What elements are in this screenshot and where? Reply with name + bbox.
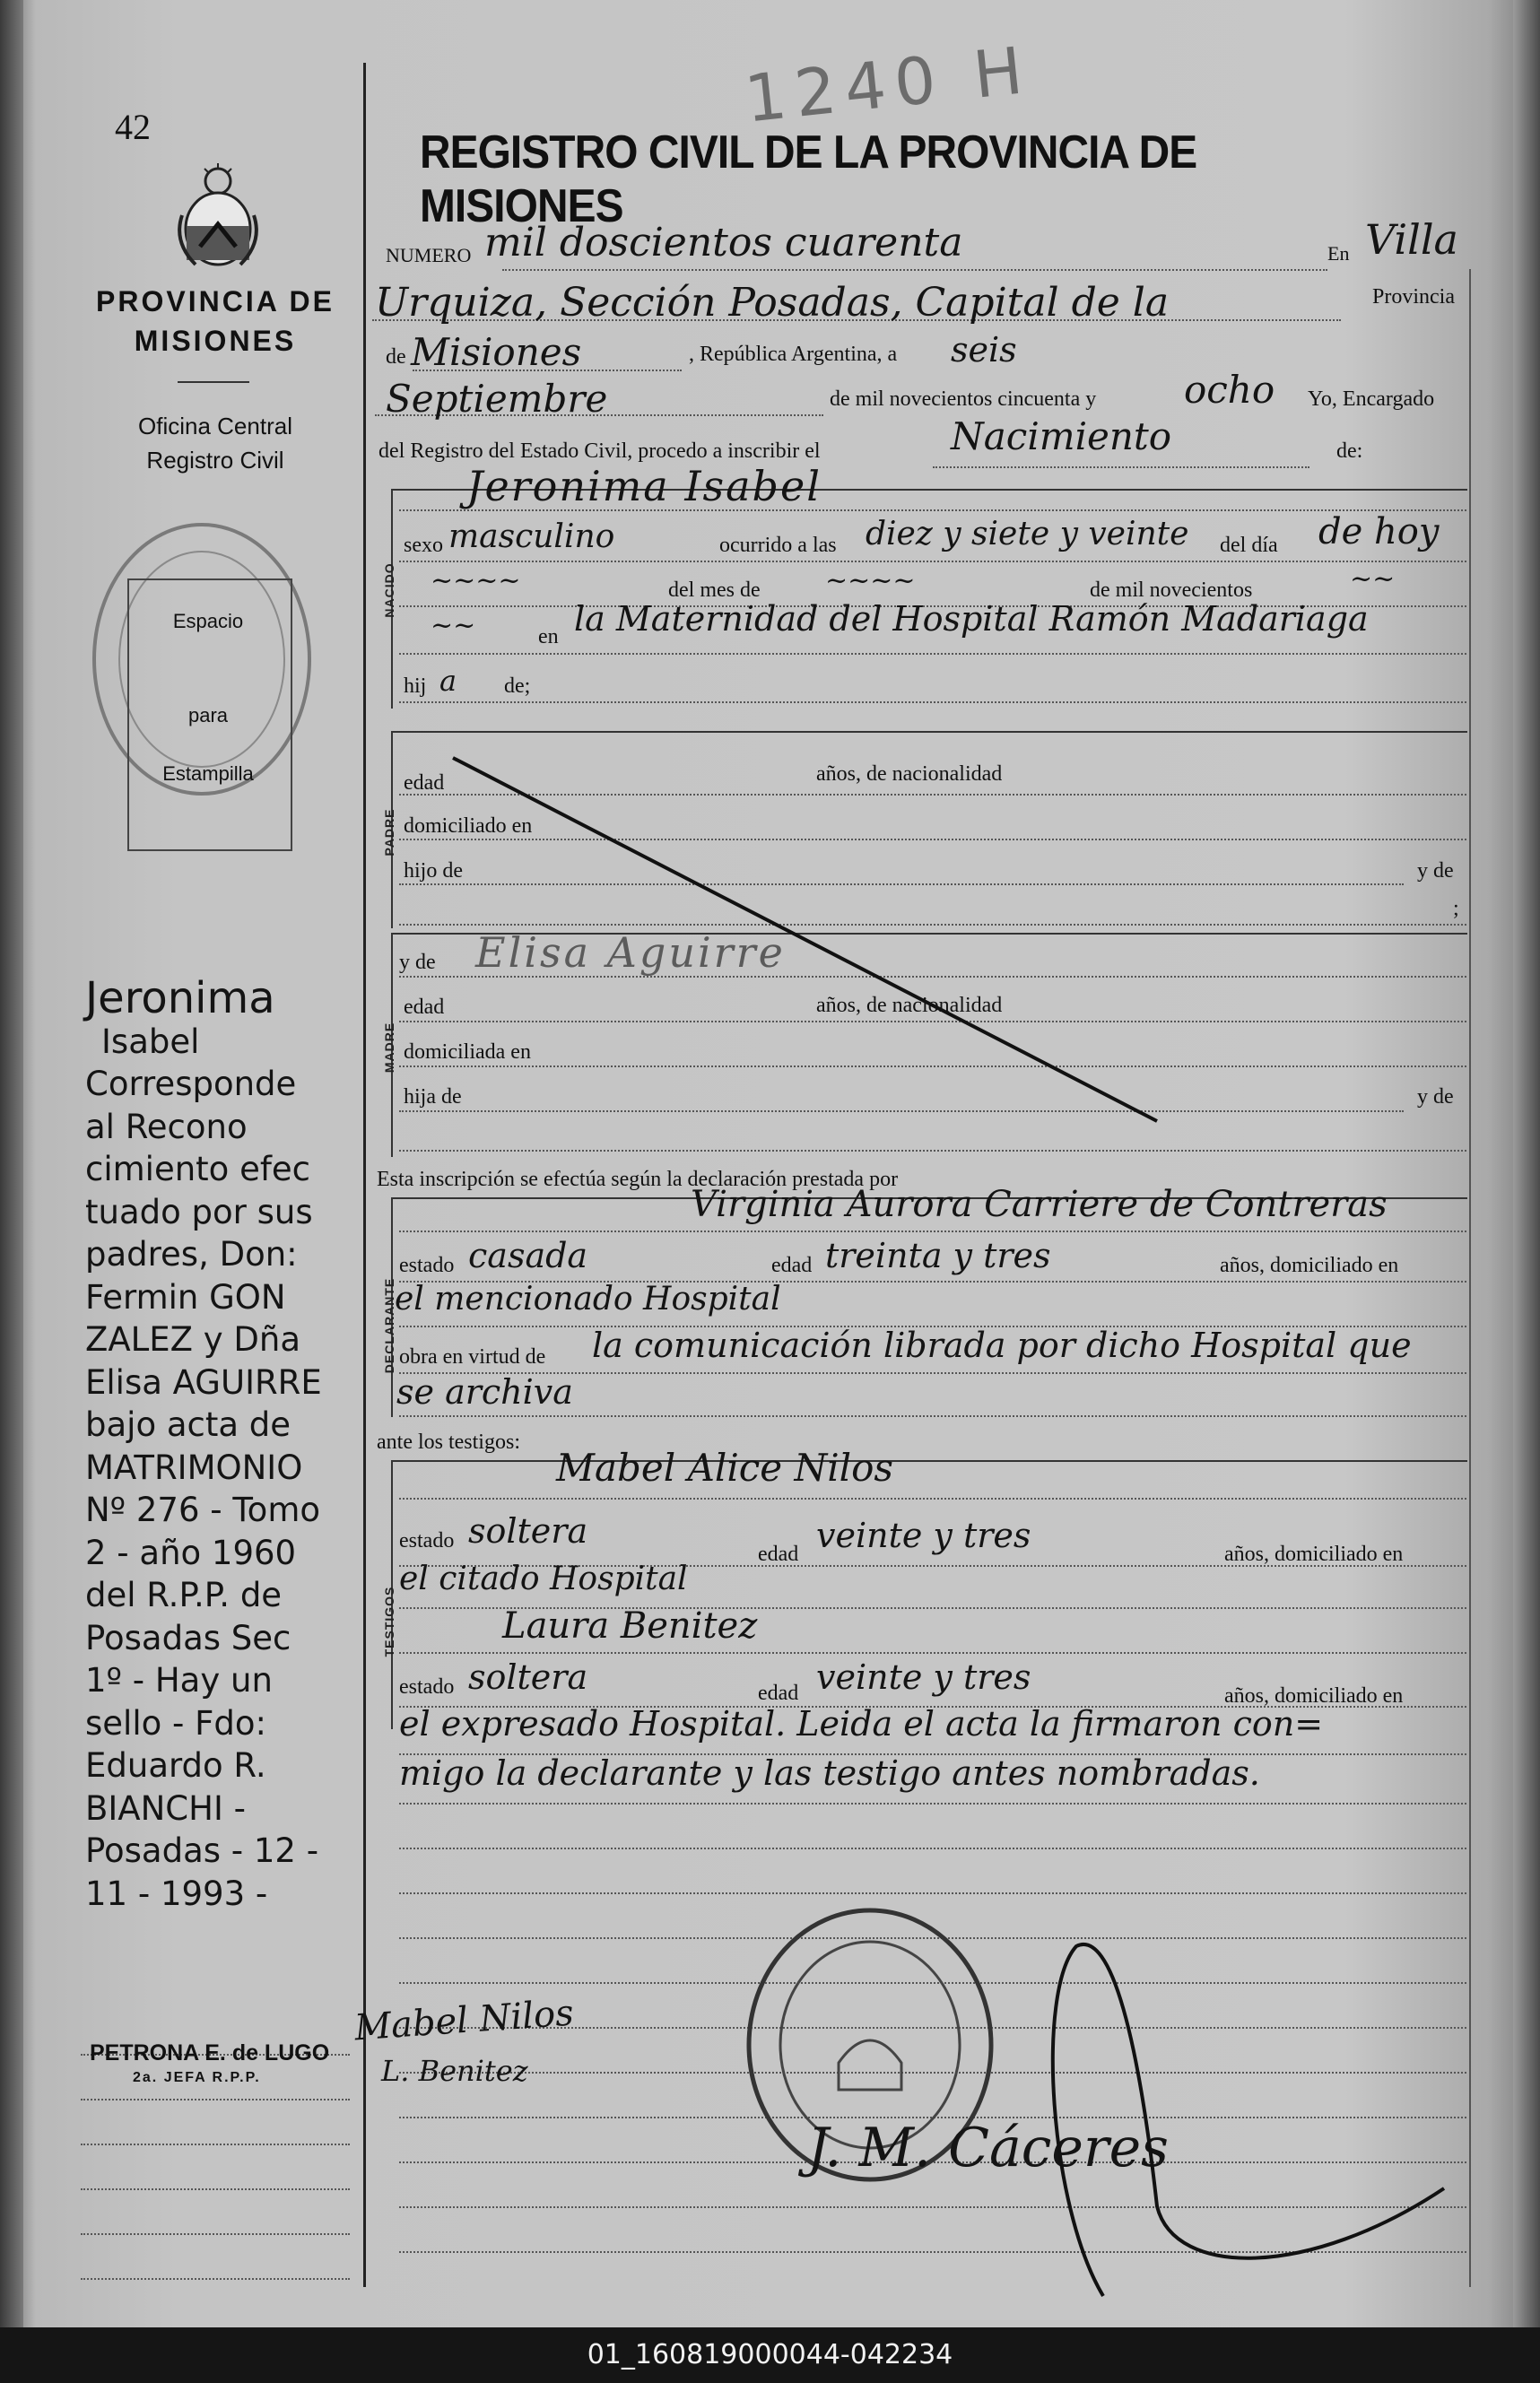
margin-line-rule: [81, 2144, 350, 2145]
declarante-end-line: [399, 1415, 1466, 1417]
declarante-obra-value-2: se archiva: [396, 1372, 573, 1412]
year-value: ocho: [1184, 368, 1275, 412]
dash-3: ~~: [1350, 563, 1396, 595]
testigo2-name: Laura Benitez: [502, 1605, 758, 1647]
t1-domicilio-value: el citado Hospital: [399, 1561, 688, 1597]
image-id-footer: 01_160819000044-042234: [0, 2327, 1540, 2383]
nacido-label: NACIDO: [382, 562, 396, 618]
margin-note-line: Isabel: [101, 1022, 200, 1061]
t2-estado-value: soltera: [468, 1657, 588, 1697]
padre-anos-label: años, de nacionalidad: [816, 762, 1003, 786]
acto-line: [933, 466, 1309, 468]
en-label-2: en: [538, 625, 559, 648]
madre-anos-label: años, de nacionalidad: [816, 994, 1003, 1017]
madre-end-line: [399, 1150, 1466, 1152]
acto-value: Nacimiento: [951, 414, 1172, 458]
padre-label: PADRE: [382, 808, 396, 857]
hijo-de: de;: [504, 674, 531, 698]
place-line2: Urquiza, Sección Posadas, Capital de la: [375, 280, 1170, 326]
padre-domicilio-label: domiciliado en: [404, 814, 533, 838]
hijo-label: hij: [404, 674, 427, 698]
declarante-edad-label: edad: [771, 1254, 813, 1277]
page-edge: [1513, 0, 1540, 2327]
padre-semicolon: ;: [1453, 897, 1459, 920]
stamp-label-3: Estampilla: [162, 762, 254, 785]
testigos-label: TESTIGOS: [382, 1586, 396, 1657]
declarante-intro: Esta inscripción se efectúa según la declaración prestada por: [377, 1168, 899, 1191]
margin-note-line: Eduardo R.: [85, 1746, 266, 1785]
margin-line-rule: [81, 2233, 350, 2235]
madre-y-de-label: y de: [399, 951, 436, 974]
en-label: En: [1327, 242, 1350, 265]
province-heading-line1: PROVINCIA DE: [96, 285, 335, 317]
madre-name: Elisa Aguirre: [475, 928, 786, 977]
margin-line-rule: [81, 2188, 350, 2190]
margin-note-line: Jeronima: [85, 973, 275, 1023]
lugar-value: la Maternidad del Hospital Ramón Madariaga: [574, 599, 1369, 639]
cancel-strike-line: [448, 753, 1166, 1130]
right-margin-line: [1469, 269, 1471, 2287]
margin-note: [85, 973, 354, 1915]
signature-flourish-icon: [1040, 1937, 1453, 2314]
margin-note-line: 11 - 1993 -: [85, 1874, 268, 1913]
testigos-intro: ante los testigos:: [377, 1431, 520, 1454]
t2-name-line: [399, 1652, 1466, 1654]
numero-label: NUMERO: [386, 244, 472, 266]
margin-note-line: MATRIMONIO: [85, 1448, 303, 1487]
registro-text: del Registro del Estado Civil, procedo a inscribir el: [378, 439, 821, 463]
t2-edad-value: veinte y tres: [816, 1657, 1031, 1697]
official-stamp-title: 2a. JEFA R.P.P.: [133, 2070, 261, 2085]
testigos-top: [391, 1460, 1467, 1462]
hijo-suffix: a: [439, 664, 457, 698]
margin-line: [363, 63, 366, 2287]
de-label: de: [386, 345, 406, 369]
padre-y-de: y de: [1417, 859, 1454, 883]
margin-note-line: 1º - Hay un: [85, 1661, 273, 1700]
de-colon: de:: [1336, 439, 1363, 463]
dia-value: de hoy: [1318, 511, 1440, 552]
margin-line-rule: [81, 2278, 350, 2280]
signature-1: Mabel Nilos: [352, 1992, 576, 2049]
t1-name-line: [399, 1498, 1466, 1500]
signature-2: L. Benitez: [381, 2054, 528, 2088]
margin-note-line: Posadas - 12 -: [85, 1831, 319, 1870]
declarante-edad-value: treinta y tres: [825, 1236, 1051, 1275]
madre-edad-label: edad: [404, 996, 445, 1019]
margin-note-line: bajo acta de: [85, 1405, 291, 1444]
office-line1: Oficina Central: [138, 413, 292, 439]
nacido-name: Jeronima Isabel: [466, 462, 822, 510]
margin-note-line: Corresponde: [85, 1065, 297, 1103]
madre-hija-label: hija de: [404, 1085, 462, 1109]
t1-estado-label: estado: [399, 1529, 455, 1552]
madre-y-de: y de: [1417, 1085, 1454, 1109]
closing-line-2-rule: [399, 1803, 1466, 1805]
margin-note-line: del R.P.P. de: [85, 1576, 283, 1614]
provincia-label: Provincia: [1372, 285, 1455, 309]
year-prefix: de mil novecientos cincuenta y: [830, 387, 1097, 411]
t2-estado-label: estado: [399, 1675, 455, 1699]
margin-note-line: 2 - año 1960: [85, 1533, 297, 1572]
sexo-value: masculino: [448, 518, 615, 555]
declarante-obra-value-1: la comunicación librada por dicho Hospital que: [592, 1326, 1412, 1365]
place-line1: Villa: [1365, 215, 1458, 264]
declarante-name: Virginia Aurora Carriere de Contreras: [691, 1184, 1388, 1225]
republica-label: , República Argentina, a: [689, 343, 898, 366]
hijo-line: [399, 701, 1466, 703]
madre-domicilio-label: domiciliada en: [404, 1040, 531, 1064]
official-stamp-name: PETRONA E. de LUGO: [90, 2040, 330, 2066]
province-heading-line2: MISIONES: [134, 325, 297, 357]
closing-line-2: migo la declarante y las testigo antes nombradas.: [399, 1753, 1260, 1793]
padre-edad-label: edad: [404, 771, 445, 795]
month-value: Septiembre: [386, 377, 608, 421]
dash-2: ~~~~: [825, 565, 916, 596]
hora-value: diez y siete y veinte: [866, 516, 1189, 552]
t2-anos-label: años, domiciliado en: [1224, 1684, 1404, 1708]
book-spine: [0, 0, 23, 2327]
dash-4: ~~: [431, 610, 476, 641]
margin-note-line: Elisa AGUIRRE: [85, 1362, 322, 1402]
declarante-label: DECLARANTE: [382, 1277, 396, 1374]
margin-note-line: sello - Fdo:: [85, 1703, 266, 1743]
empty-line: [399, 1892, 1466, 1894]
t1-edad-label: edad: [758, 1543, 799, 1566]
declarante-domicilio-value: el mencionado Hospital: [395, 1281, 781, 1318]
numero-line: [502, 269, 1327, 271]
coat-of-arms-icon: [169, 161, 267, 269]
margin-note-line: cimiento efec: [85, 1150, 310, 1188]
margin-note-line: Nº 276 - Tomo: [85, 1491, 320, 1529]
sexo-line: [399, 561, 1466, 562]
declarante-anos-label: años, domiciliado en: [1220, 1254, 1399, 1277]
margin-note-line: tuado por sus: [85, 1192, 313, 1231]
name-line: [399, 509, 1466, 511]
page-number: 42: [115, 107, 151, 147]
margin-note-line: BIANCHI -: [85, 1788, 246, 1828]
t1-edad-value: veinte y tres: [816, 1516, 1031, 1555]
dash-1: ~~~~: [431, 565, 521, 596]
t2-edad-label: edad: [758, 1682, 799, 1705]
document-title: REGISTRO CIVIL DE LA PROVINCIA DE MISIONES: [420, 126, 1197, 232]
margin-note-line: ZALEZ y Dña: [85, 1320, 301, 1359]
t1-anos-label: años, domiciliado en: [1224, 1543, 1404, 1566]
stamp-label-2: para: [187, 704, 229, 726]
ocurrido-label: ocurrido a las: [719, 534, 837, 557]
declarante-name-line: [399, 1231, 1466, 1232]
declarante-obra-label: obra en virtud de: [399, 1345, 546, 1369]
margin-note-line: Fermin GON: [85, 1277, 286, 1317]
divider: [178, 381, 249, 383]
padre-hijo-label: hijo de: [404, 859, 463, 883]
mil-label: de mil novecientos: [1090, 578, 1253, 602]
empty-line: [399, 1848, 1466, 1849]
pencil-mark: 1240 H: [741, 31, 1035, 137]
lugar-line: [399, 653, 1466, 655]
declarante-estado-label: estado: [399, 1254, 455, 1277]
margin-line-rule: [81, 2099, 350, 2100]
margin-note-line: al Recono: [85, 1107, 248, 1146]
office-line2: Registro Civil: [146, 447, 284, 474]
day-value: seis: [951, 330, 1017, 370]
declarante-estado-value: casada: [468, 1236, 588, 1275]
encargado-text: Yo, Encargado: [1308, 387, 1435, 411]
del-mes-label: del mes de: [668, 578, 761, 602]
margin-note-line: Posadas Sec: [85, 1618, 291, 1657]
stamp-label-1: Espacio: [172, 610, 244, 632]
t1-estado-value: soltera: [468, 1511, 588, 1551]
del-dia-label: del día: [1220, 534, 1278, 557]
testigo1-name: Mabel Alice Nilos: [556, 1446, 893, 1490]
padre-top: [391, 731, 1467, 733]
province-value: Misiones: [411, 330, 582, 374]
signature-3: J. M. Cáceres: [807, 2117, 1169, 2179]
closing-line-1: el expresado Hospital. Leida el acta la firmaron con=: [399, 1704, 1324, 1744]
margin-note-line: padres, Don:: [85, 1235, 298, 1274]
numero-value: mil doscientos cuarenta: [484, 220, 963, 265]
sexo-label: sexo: [404, 534, 443, 557]
madre-label: MADRE: [382, 1022, 396, 1074]
